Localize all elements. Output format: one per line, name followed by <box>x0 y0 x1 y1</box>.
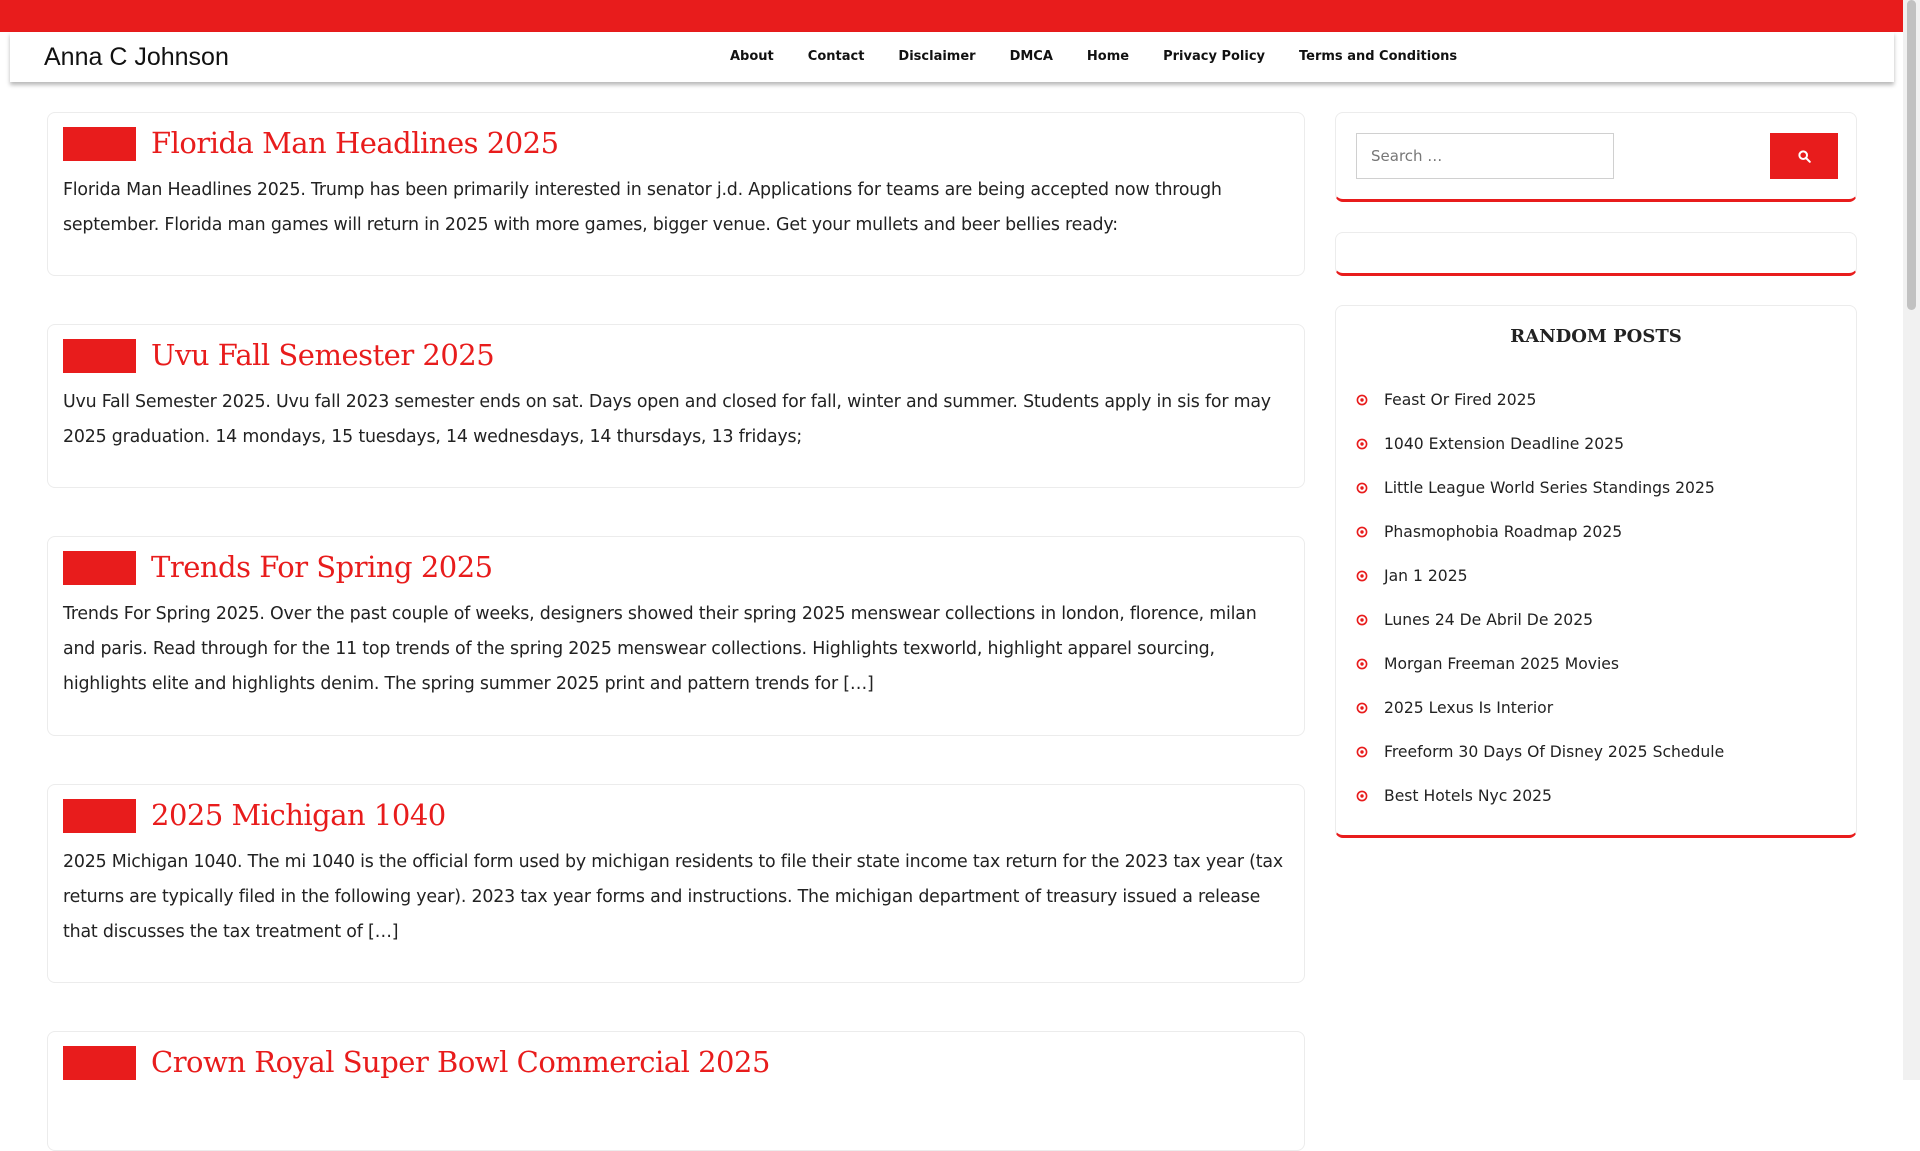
random-post-link[interactable]: 2025 Lexus Is Interior <box>1384 699 1554 717</box>
list-item <box>1356 730 1724 774</box>
post-thumbnail[interactable] <box>63 1046 136 1080</box>
random-post-link[interactable]: Freeform 30 Days Of Disney 2025 Schedule <box>1384 743 1725 761</box>
post-title[interactable]: Uvu Fall Semester 2025 <box>151 338 495 372</box>
post-excerpt: Trends For Spring 2025. Over the past couple of weeks, designers showed their spring 2025 menswear collections in london, florence, milan and paris. Read through for the 11 top trends of the spring 2025 menswear collections. Highlights texworld, highlight apparel sourcing, highlights elite and highlights denim. The spring summer 2025 print and pattern trends for […] <box>63 604 1257 694</box>
page-scrollbar[interactable] <box>1903 0 1920 1080</box>
empty-widget <box>1335 232 1857 276</box>
target-icon <box>1356 526 1368 538</box>
list-item <box>1356 510 1724 554</box>
post-title[interactable]: 2025 Michigan 1040 <box>151 798 446 832</box>
list-item <box>1356 686 1724 730</box>
top-accent-bar <box>0 0 1903 32</box>
nav-terms-and-conditions[interactable]: Terms and Conditions <box>1299 49 1458 64</box>
post-card <box>47 536 1305 736</box>
post-card <box>47 784 1305 983</box>
post-card <box>47 112 1305 276</box>
target-icon <box>1356 394 1368 406</box>
post-thumbnail[interactable] <box>63 127 136 161</box>
list-item <box>1356 598 1724 642</box>
random-post-link[interactable]: Phasmophobia Roadmap 2025 <box>1384 523 1623 541</box>
target-icon <box>1356 482 1368 494</box>
scrollbar-thumb[interactable] <box>1907 0 1916 310</box>
target-icon <box>1356 790 1368 802</box>
target-icon <box>1356 614 1368 626</box>
search-button[interactable] <box>1770 133 1838 179</box>
random-post-link[interactable]: Morgan Freeman 2025 Movies <box>1384 655 1620 673</box>
site-header <box>10 32 1894 82</box>
nav-home[interactable]: Home <box>1086 49 1130 64</box>
random-posts-list <box>1356 378 1724 818</box>
post-excerpt: 2025 Michigan 1040. The mi 1040 is the official form used by michigan residents to file their state income tax return for the 2023 tax year (tax returns are typically filed in the following year). 2023 tax year forms and instructions. The michigan department of treasury issued a release that discusses the tax treatment of […] <box>63 852 1283 942</box>
search-widget <box>1335 112 1857 202</box>
random-posts-widget <box>1335 305 1857 838</box>
post-card <box>47 324 1305 488</box>
random-post-link[interactable]: 1040 Extension Deadline 2025 <box>1384 435 1624 453</box>
nav-about[interactable]: About <box>730 49 774 64</box>
post-title[interactable]: Trends For Spring 2025 <box>151 550 493 584</box>
list-item <box>1356 422 1724 466</box>
random-post-link[interactable]: Little League World Series Standings 2025 <box>1384 479 1715 497</box>
widget-title: RANDOM POSTS <box>1510 326 1682 347</box>
search-input[interactable] <box>1356 133 1614 179</box>
random-post-link[interactable]: Feast Or Fired 2025 <box>1384 391 1537 409</box>
post-title[interactable]: Florida Man Headlines 2025 <box>151 126 559 160</box>
list-item <box>1356 774 1724 818</box>
nav-disclaimer[interactable]: Disclaimer <box>898 49 976 64</box>
random-post-link[interactable]: Jan 1 2025 <box>1384 567 1468 585</box>
target-icon <box>1356 746 1368 758</box>
target-icon <box>1356 658 1368 670</box>
list-item <box>1356 378 1724 422</box>
post-thumbnail[interactable] <box>63 799 136 833</box>
target-icon <box>1356 702 1368 714</box>
post-card <box>47 1031 1305 1151</box>
site-title[interactable]: Anna C Johnson <box>44 43 229 71</box>
post-thumbnail[interactable] <box>63 551 136 585</box>
random-post-link[interactable]: Lunes 24 De Abril De 2025 <box>1384 611 1594 629</box>
post-title[interactable]: Crown Royal Super Bowl Commercial 2025 <box>151 1045 770 1079</box>
post-excerpt: Florida Man Headlines 2025. Trump has been primarily interested in senator j.d. Applications for teams are being accepted now through september. Florida man games will return in 2025 with more games, bigger venue. Get your mullets and beer bellies ready: <box>63 180 1222 235</box>
random-post-link[interactable]: Best Hotels Nyc 2025 <box>1384 787 1552 805</box>
target-icon <box>1356 570 1368 582</box>
nav-contact[interactable]: Contact <box>807 49 865 64</box>
main-nav <box>720 32 1474 82</box>
list-item <box>1356 642 1724 686</box>
nav-dmca[interactable]: DMCA <box>1009 49 1053 64</box>
list-item <box>1356 466 1724 510</box>
search-icon <box>1798 150 1811 163</box>
target-icon <box>1356 438 1368 450</box>
post-thumbnail[interactable] <box>63 339 136 373</box>
list-item <box>1356 554 1724 598</box>
post-excerpt: Uvu Fall Semester 2025. Uvu fall 2023 semester ends on sat. Days open and closed for fall, winter and summer. Students apply in sis for may 2025 graduation. 14 mondays, 15 tuesdays, 14 wednesdays, 14 thursdays, 13 fridays; <box>63 392 1271 447</box>
nav-privacy-policy[interactable]: Privacy Policy <box>1163 49 1266 64</box>
